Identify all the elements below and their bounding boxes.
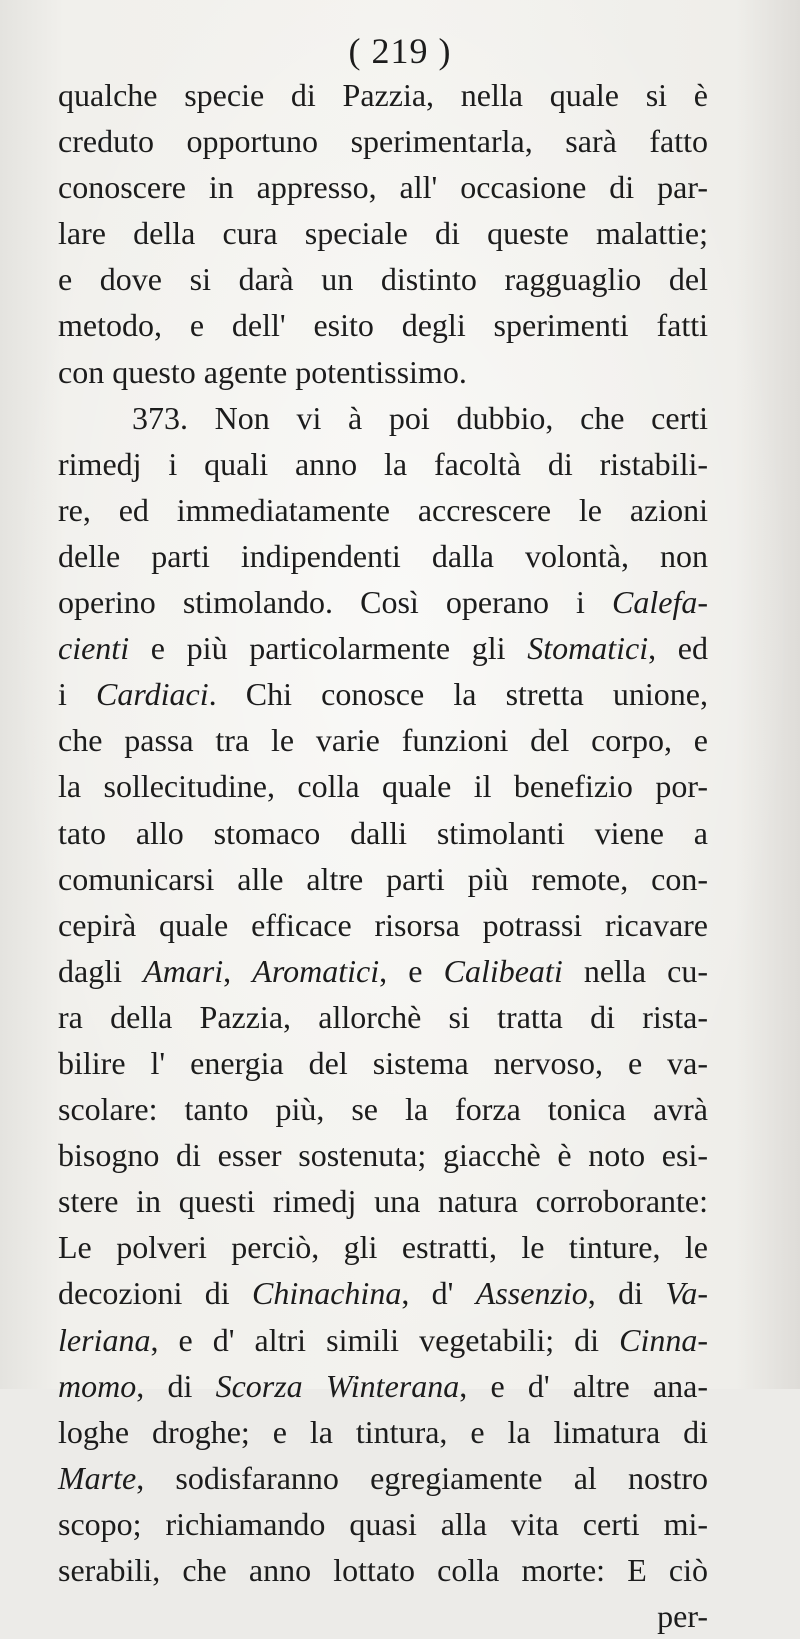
text-line: lare della cura speciale di queste malattie; (58, 215, 708, 252)
text-line: Marte, sodisfaranno egregiamente al nostro (58, 1459, 708, 1496)
text-line: cienti e più particolarmente gli Stomatici, ed (58, 630, 709, 667)
text-line: ra della Pazzia, allorchè si tratta di rista- (58, 998, 708, 1035)
text-line: leriana, e d' altri simili vegetabili; di Cinna- (58, 1321, 708, 1358)
text-line: con questo agente potentissimo. (58, 353, 467, 390)
text-line: scolare: tanto più, se la forza tonica avrà (58, 1091, 708, 1128)
text-line: creduto opportuno sperimentarla, sarà fatto (58, 123, 708, 160)
text-line: conoscere in appresso, all' occasione di par- (58, 169, 708, 206)
text-line: la sollecitudine, colla quale il benefizio por- (58, 768, 708, 805)
text-line: qualche specie di Pazzia, nella quale si è (58, 77, 708, 113)
text-line: Le polveri perciò, gli estratti, le tinture, le (58, 1229, 708, 1266)
text-line: e dove si darà un distinto ragguaglio del (58, 261, 708, 298)
text-line: delle parti indipendenti dalla volontà, non (58, 537, 708, 574)
text-line: re, ed immediatamente accrescere le azioni (58, 491, 708, 528)
body-text (58, 72, 708, 1639)
text-line: serabili, che anno lottato colla morte: E ciò (58, 1552, 708, 1588)
text-line: tato allo stomaco dalli stimolanti viene a (58, 814, 708, 851)
text-line: decozioni di Chinachina, d' Assenzio, di Va- (58, 1275, 709, 1312)
text-line: metodo, e dell' esito degli sperimenti fatti (58, 307, 708, 344)
text-line: rimedj i quali anno la facoltà di ristabili- (58, 445, 708, 482)
page-number: ( 219 ) (348, 31, 452, 71)
text-line: dagli Amari, Aromatici, e Calibeati nella cu- (58, 952, 709, 989)
text-line: bisogno di esser sostenuta; giacchè è noto esi- (58, 1137, 708, 1174)
catchword: per- (657, 1598, 708, 1635)
text-line: bilire l' energia del sistema nervoso, e va- (58, 1044, 708, 1081)
paragraph-start-line: 373. Non vi à poi dubbio, che certi (132, 399, 708, 436)
text-line: operino stimolando. Così operano i Calefa- (58, 584, 708, 621)
text-line: stere in questi rimedj una natura corroborante: (58, 1183, 708, 1220)
text-line: i Cardiaci. Chi conosce la stretta unione, (58, 676, 708, 713)
text-line: comunicarsi alle altre parti più remote, con- (58, 860, 708, 897)
text-line: che passa tra le varie funzioni del corpo, e (58, 722, 708, 759)
text-line: momo, di Scorza Winterana, e d' altre ana- (58, 1367, 709, 1404)
text-line: loghe droghe; e la tintura, e la limatura di (58, 1413, 708, 1450)
text-line: scopo; richiamando quasi alla vita certi mi- (58, 1505, 708, 1542)
text-line: cepirà quale efficace risorsa potrassi ricavare (58, 906, 708, 943)
